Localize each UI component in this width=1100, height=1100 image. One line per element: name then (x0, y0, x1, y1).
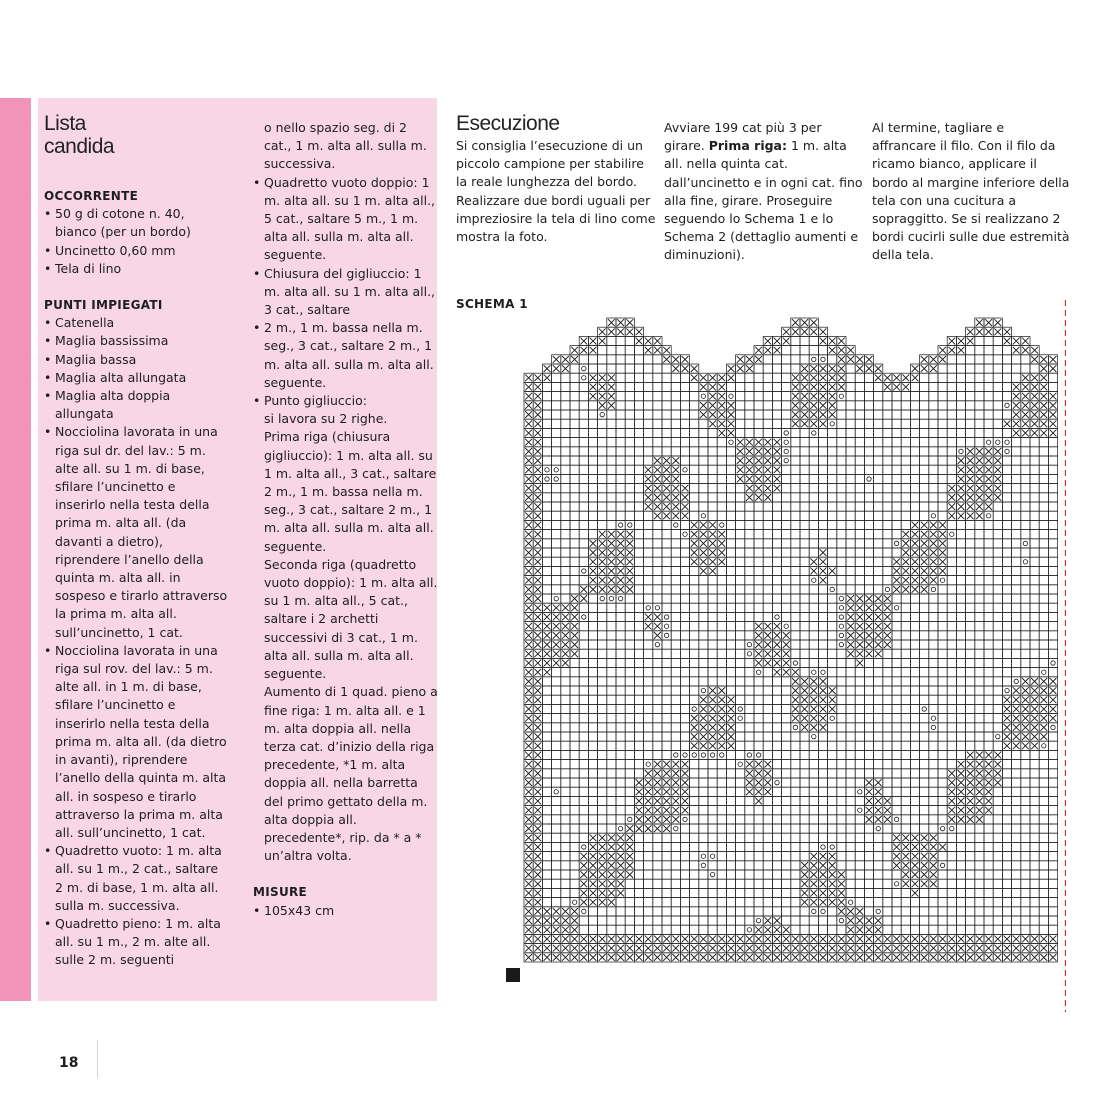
list-item: • Maglia bassa (44, 351, 229, 369)
schema-label: SCHEMA 1 (456, 297, 528, 311)
list-item: • Maglia bassissima (44, 332, 229, 350)
materials-column-2 (253, 119, 438, 920)
esecuzione-column-1 (456, 112, 656, 246)
list-item: • 105x43 cm (253, 902, 438, 920)
list-item: • Nocciolina lavorata in una riga sul dr. del lav.: 5 m. alte all. su 1 m. di base, sfilare l’uncinetto e inserirlo nella testa della prima m. alta all. (da davanti a dietro), riprendere l’anello della quinta m. alta all. in sospeso e tirarlo attraverso la prima m. alta all. sull’uncinetto, 1 cat. (44, 423, 229, 641)
list-item: • 50 g di cotone n. 40, bianco (per un bordo) (44, 205, 229, 241)
aumento-text: Aumento di 1 quad. pieno a fine riga: 1 m. alta all. e 1 m. alta doppia all. nella terza cat. d’inizio della riga precedente, *1 m. alta doppia all. nella barretta del primo gettato della m. alta doppia all. precedente*, rip. da * a * un’altra volta. (264, 684, 438, 864)
list-item: • Catenella (44, 314, 229, 332)
list-item: • 2 m., 1 m. bassa nella m. seg., 3 cat., saltare 2 m., 1 m. alta all. sulla m. alta all. seguente. (253, 319, 438, 392)
punti-list (44, 314, 229, 969)
misure-heading: MISURE (253, 885, 308, 900)
gigliuccio-prima-riga: Prima riga (chiusura gigliuccio): 1 m. alta all. su 1 m. alta all., 3 cat., saltare 2 m., 1 m. bassa nella m. seg., 3 cat., saltare 2 m., 1 m. alta all. sulla m. alta all. seguente. (264, 429, 437, 554)
gigliuccio-seconda-riga: Seconda riga (quadretto vuoto doppio): 1 m. alta all. su 1 m. alta all., 5 cat., saltare i 2 archetti successivi di 3 cat., 1 m. alta all. sulla m. alta all. seguente. (264, 556, 438, 682)
pattern-title: Lista candida (44, 112, 115, 158)
list-item: • Uncinetto 0,60 mm (44, 242, 229, 260)
list-item: • Quadretto pieno: 1 m. alta all. su 1 m., 2 m. alte all. sulle 2 m. seguenti (44, 915, 229, 970)
esecuzione-paragraph-3: Al termine, tagliare e affrancare il filo. Con il filo da ricamo bianco, applicare il bordo al margine inferiore della tela con una cucitura a sopraggitto. Se si realizzano 2 bordi cucirli sulle due estremità della tela. (872, 120, 1070, 263)
occorrente-list (44, 205, 229, 278)
gigliuccio-intro: si lavora su 2 righe. (264, 411, 388, 427)
esecuzione-title: Esecuzione (456, 112, 560, 135)
punti-list-continued (253, 174, 438, 866)
esecuzione-column-3 (872, 119, 1072, 265)
page-number: 18 (59, 1055, 79, 1071)
list-item: • Maglia alta doppia allungata (44, 387, 229, 423)
esecuzione-paragraph-2: Avviare 199 cat più 3 per girare. Prima riga: 1 m. alta all. nella quinta cat. dall’uncinetto e in ogni cat. fino alla fine, girare. Proseguire seguendo lo Schema 1 e lo Schema 2 (dettaglio aumenti e diminuzioni). (664, 120, 863, 263)
list-item: • Punto gigliuccio: si lavora su 2 righe. Prima riga (chiusura gigliuccio): 1 m. alta all. su 1 m. alta all., 3 cat., saltare 2 m., 1 m. bassa nella m. seg., 3 cat., saltare 2 m., 1 m. alta all. sulla m. alta all. seguente. Seconda riga (quadretto vuoto doppio): 1 m. alta all. su 1 m. alta all., 5 cat., saltare i 2 archetti successivi di 3 cat., 1 m. alta all. sulla m. alta all. seguente. Aumento di 1 quad. pieno a fine riga: 1 m. alta all. e 1 m. alta doppia all. nella terza cat. d’inizio della riga precedente, *1 m. alta doppia all. nella barretta del primo gettato della m. alta doppia all. precedente*, rip. da * a * un’altra volta. (253, 392, 438, 865)
list-item: • Quadretto vuoto: 1 m. alta all. su 1 m., 2 cat., saltare 2 m. di base, 1 m. alta all. sulla m. successiva. (44, 842, 229, 915)
list-item: • Tela di lino (44, 260, 229, 278)
materials-column-1 (44, 112, 229, 970)
occorrente-heading: OCCORRENTE (44, 189, 139, 203)
continued-text: o nello spazio seg. di 2 cat., 1 m. alta all. sulla m. successiva. (264, 120, 427, 172)
list-item: • Maglia alta allungata (44, 369, 229, 387)
chart-grid (506, 300, 1066, 1012)
start-marker (506, 968, 520, 982)
crochet-chart (500, 300, 1066, 1012)
list-item: • Nocciolina lavorata in una riga sul rov. del lav.: 5 m. alte all. in 1 m. di base, sfilare l’uncinetto e inserirlo nella testa della prima m. alta all. (da dietro in avanti), riprendere l’anello della quinta m. alta all. in sospeso e tirarlo attraverso la prima m. alta all. sull’uncinetto, 1 cat. (44, 642, 229, 842)
misure-list (253, 902, 438, 920)
section-color-tab (0, 98, 31, 1001)
esecuzione-paragraph-1: Si consiglia l’esecuzione di un piccolo campione per stabilire la reale lunghezza del bordo. Realizzare due bordi uguali per impreziosire la tela di lino come mostra la foto. (456, 138, 656, 245)
punti-heading: PUNTI IMPIEGATI (44, 298, 163, 313)
page-divider (97, 1040, 98, 1078)
list-item: • Quadretto vuoto doppio: 1 m. alta all. su 1 m. alta all., 5 cat., saltare 5 m., 1 m. alta all. sulla m. alta all. seguente. (253, 174, 438, 265)
list-item: • Chiusura del gigliuccio: 1 m. alta all. su 1 m. alta all., 3 cat., saltare (253, 265, 438, 320)
esecuzione-column-2 (664, 119, 864, 265)
